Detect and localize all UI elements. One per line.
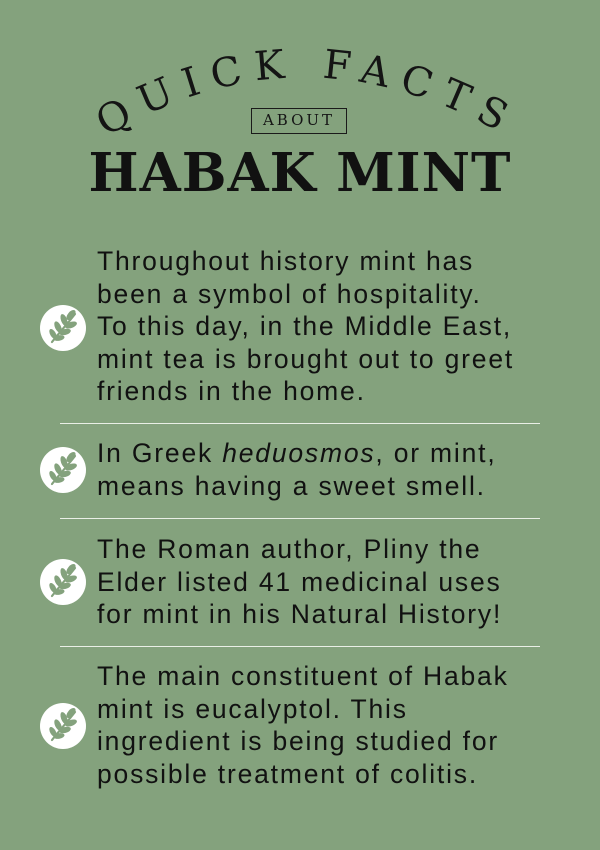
fact-text bbox=[97, 660, 587, 790]
fact-line: for mint in his Natural History! bbox=[97, 599, 503, 629]
fact-line: means having a sweet smell. bbox=[97, 470, 486, 501]
fact-line: friends in the home. bbox=[97, 376, 366, 406]
divider bbox=[60, 518, 540, 519]
fact-line: The main constituent of Habak bbox=[97, 661, 509, 691]
fact-line: Throughout history mint has bbox=[97, 246, 475, 276]
mint-leaf-icon bbox=[40, 447, 86, 493]
arc-title-text: QUICK FACTS bbox=[88, 41, 526, 146]
fact-line: been a symbol of hospitality. bbox=[97, 278, 482, 309]
fact-line: To this day, in the Middle East, bbox=[97, 311, 513, 341]
mint-leaf-icon bbox=[40, 305, 86, 351]
fact-text-segment: In Greek bbox=[97, 438, 223, 468]
mint-leaf-icon bbox=[40, 703, 86, 749]
fact-line: The Roman author, Pliny the bbox=[97, 534, 482, 564]
fact-text bbox=[97, 245, 587, 408]
about-label: ABOUT bbox=[251, 108, 347, 134]
page-title: HABAK MINT bbox=[88, 142, 512, 204]
divider bbox=[60, 646, 540, 647]
fact-line: possible treatment of colitis. bbox=[97, 758, 478, 789]
fact-line bbox=[97, 437, 587, 470]
divider bbox=[60, 423, 540, 424]
fact-line: ingredient is being studied for bbox=[97, 726, 499, 756]
mint-leaf-icon bbox=[40, 559, 86, 605]
fact-line: mint is eucalyptol. This bbox=[97, 693, 408, 724]
fact-line: mint tea is brought out to greet bbox=[97, 343, 515, 374]
fact-text bbox=[97, 533, 587, 631]
fact-text-segment: , or mint, bbox=[375, 438, 497, 468]
fact-line: Elder listed 41 medicinal uses bbox=[97, 566, 502, 597]
greek-word: heduosmos bbox=[222, 438, 376, 468]
fact-text bbox=[97, 437, 587, 502]
